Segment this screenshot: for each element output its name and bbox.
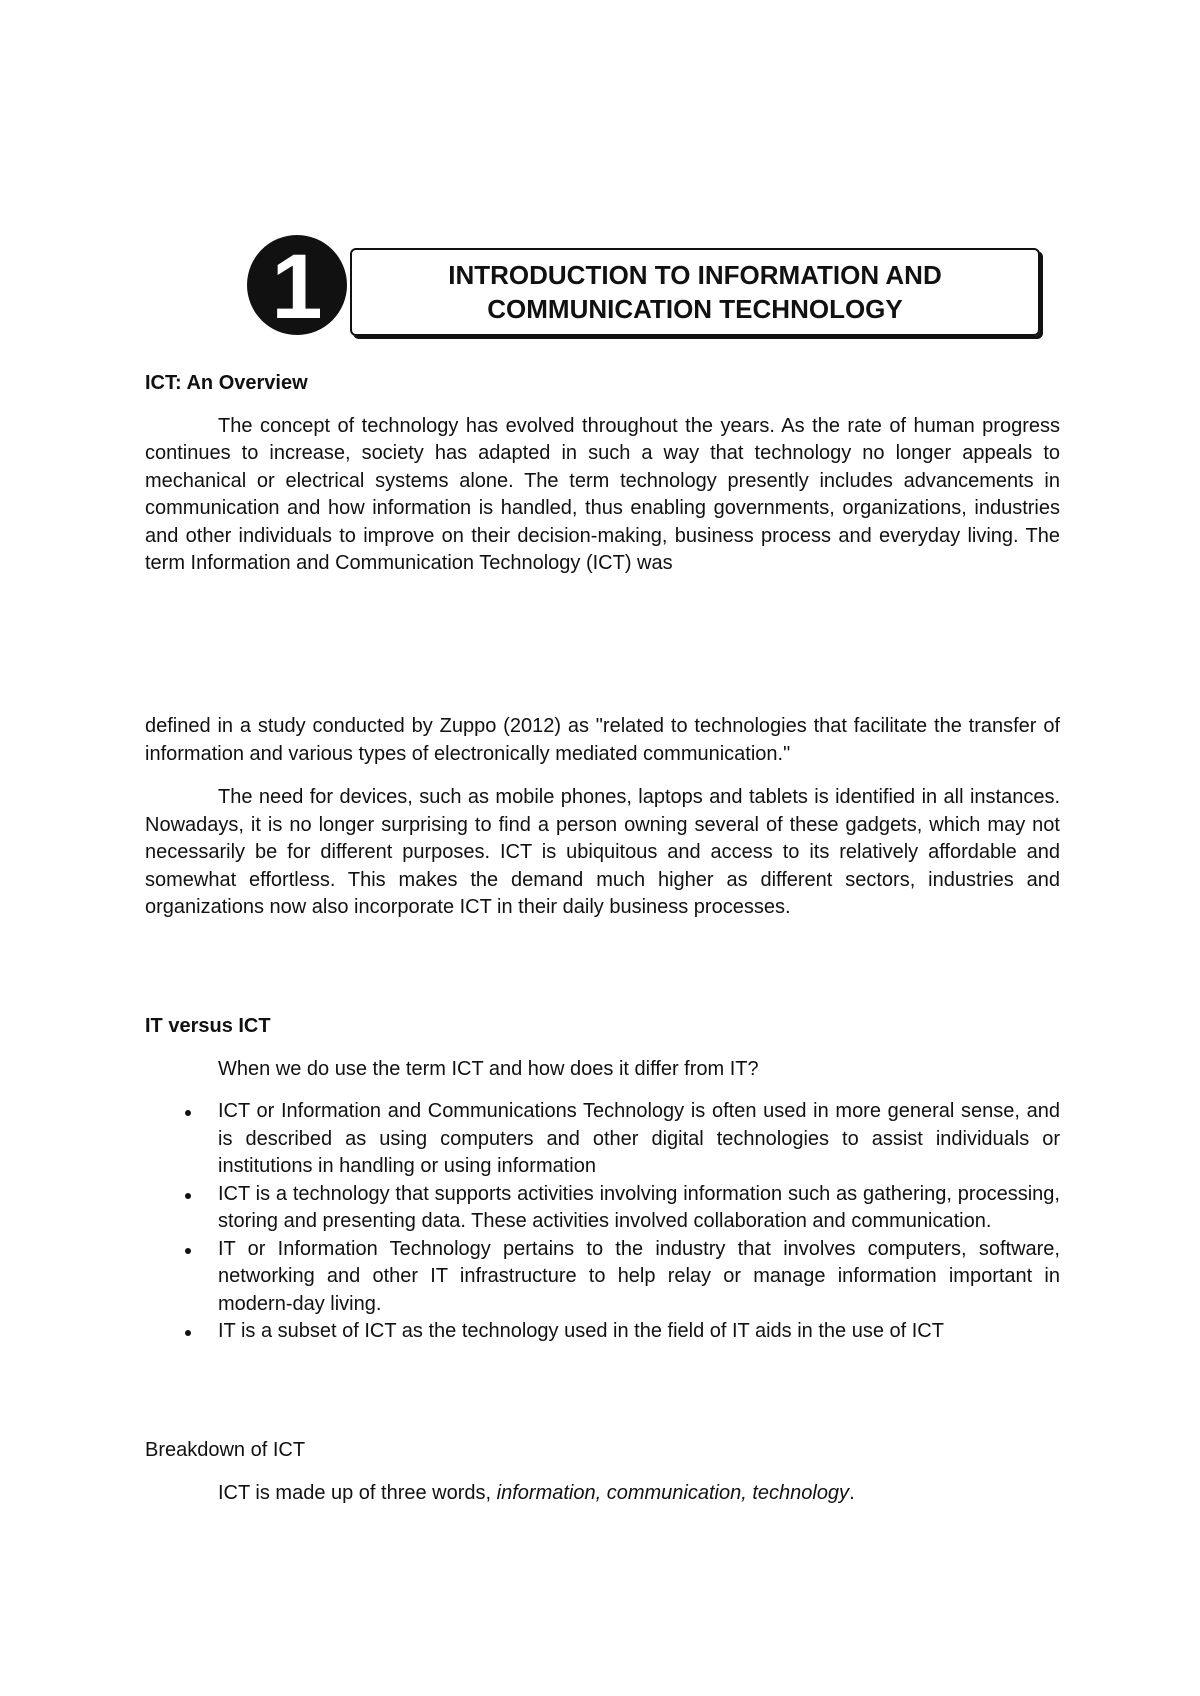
overview-heading: ICT: An Overview	[145, 372, 308, 394]
chapter-title-box	[350, 248, 1040, 336]
bullet-icon	[185, 1330, 191, 1336]
it-vs-ict-heading: IT versus ICT	[145, 1015, 271, 1037]
overview-continued	[145, 713, 1060, 922]
breakdown-text-italic: information, communication, technology	[496, 1481, 850, 1504]
it-vs-ict-question: When we do use the term ICT and how does it differ from IT?	[218, 1057, 759, 1080]
list-item	[145, 1181, 1060, 1236]
chapter-number: 1	[271, 236, 323, 338]
overview-paragraph-2: The need for devices, such as mobile phones, laptops and tablets is identified in all instances. Nowadays, it is no longer surprising to find a person owning several of these gadgets, which may not necessarily be for different purposes. ICT is ubiquitous and access to its relatively affordable and somewhat effortless. This makes the demand much higher as different sectors, industries and organizations now also incorporate ICT in their daily business processes.	[145, 786, 1060, 918]
list-item-text: ICT is a technology that supports activities involving information such as gathering, processing, storing and presenting data. These activities involved collaboration and communication.	[218, 1182, 1060, 1232]
chapter-number-badge	[247, 235, 347, 338]
list-item	[145, 1318, 1060, 1346]
list-item	[145, 1098, 1060, 1181]
breakdown-text	[145, 1480, 1060, 1508]
it-vs-ict-section	[145, 1013, 1060, 1346]
chapter-title: INTRODUCTION TO INFORMATION AND COMMUNICATION TECHNOLOGY	[448, 260, 942, 324]
list-item-text: IT is a subset of ICT as the technology used in the field of IT aids in the use of ICT	[218, 1320, 944, 1342]
list-item-text: ICT or Information and Communications Technology is often used in more general sense, and is described as using computers and other digital technologies to assist individuals or institutions in handling or using information	[218, 1100, 1060, 1177]
overview-paragraph-1a: The concept of technology has evolved throughout the years. As the rate of human progress continues to increase, society has adapted in such a way that technology no longer appeals to mechanical or electrical systems alone. The term technology presently includes advancements in communication and how information is handled, thus enabling governments, organizations, industries and other individuals to improve on their decision-making, business process and everyday living. The term Information and Communication Technology (ICT) was	[145, 414, 1060, 574]
list-item-text: IT or Information Technology pertains to the industry that involves computers, software, networking and other IT infrastructure to help relay or manage information important in modern-day living.	[218, 1237, 1060, 1315]
list-item	[145, 1236, 1060, 1319]
overview-section	[145, 370, 1060, 578]
bullet-icon	[185, 1193, 191, 1199]
overview-paragraph-1b: defined in a study conducted by Zuppo (2012) as "related to technologies that facilitate the transfer of information and various types of electronically mediated communication."	[145, 715, 1060, 765]
bullet-icon	[185, 1110, 191, 1116]
breakdown-section	[145, 1437, 1060, 1507]
breakdown-text-prefix: ICT is made up of three words,	[218, 1481, 497, 1504]
it-vs-ict-list	[145, 1098, 1060, 1346]
breakdown-text-suffix: .	[849, 1481, 855, 1504]
bullet-icon	[185, 1248, 191, 1254]
breakdown-heading: Breakdown of ICT	[145, 1439, 306, 1461]
